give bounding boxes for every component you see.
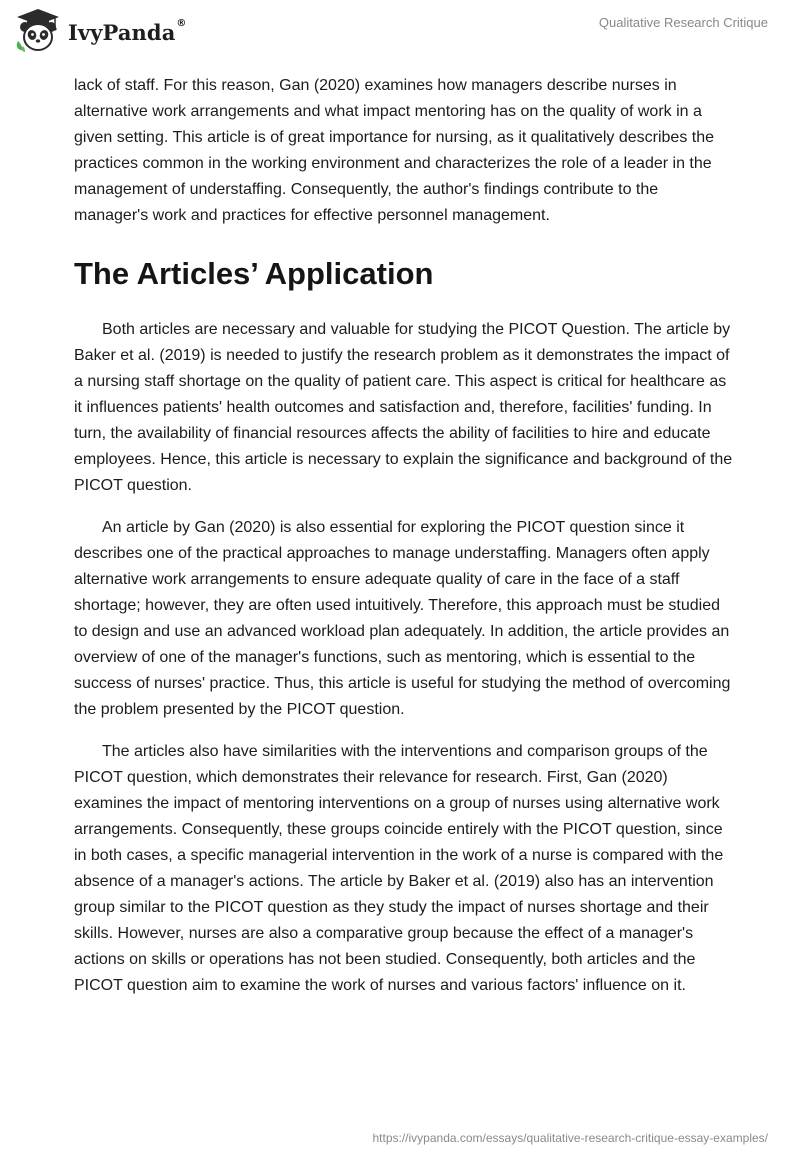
page-header — [0, 0, 800, 62]
intro-paragraph: lack of staff. For this reason, Gan (2020) examines how managers describe nurses in alternative work arrangements and what impact mentoring has on the quality of work in a given setting. This article is of great importance for nursing, as it qualitatively describes the practices common in the working environment and characterizes the role of a leader in the management of understaffing. Consequently, the author's findings contribute to the manager's work and practices for effective personnel management. — [74, 77, 715, 224]
body-paragraph: The articles also have similarities with the interventions and comparison groups of the PICOT question, which demonstrates their relevance for research. First, Gan (2020) examines the impact of mentoring interventions on a group of nurses using alternative work arrangements. Consequently, these groups coincide entirely with the PICOT question, since in both cases, a specific managerial intervention in the work of a nurse is compared with the absence of a manager's actions. The article by Baker et al. (2019) also has an intervention group similar to the PICOT question as they study the impact of nurses shortage and their skills. However, nurses are also a comparative group because the effect of a manager's actions on skills or operations has not been studied. Consequently, both articles and the PICOT question aim to examine the work of nurses and various factors' influence on it. — [74, 743, 724, 994]
registered-mark: ® — [176, 17, 187, 29]
source-url[interactable]: https://ivypanda.com/essays/qualitative-research-critique-essay-examples/ — [372, 1131, 768, 1145]
section-heading: The Articles’ Application — [74, 256, 434, 291]
brand-logo[interactable] — [14, 8, 187, 54]
document-title: Qualitative Research Critique — [598, 15, 768, 30]
essay-content — [74, 73, 734, 999]
panda-graduate-logo-icon — [14, 8, 62, 54]
body-paragraph: Both articles are necessary and valuable for studying the PICOT Question. The article by Baker et al. (2019) is needed to justify the research problem as it demonstrates the impact of a nursing staff shortage on the quality of patient care. This aspect is critical for healthcare as it influences patients' health outcomes and satisfaction and, therefore, facilities' funding. In turn, the availability of financial resources affects the ability of facilities to hire and educate employees. Hence, this article is necessary to explain the significance and background of the PICOT question. — [74, 321, 733, 494]
body-paragraph: An article by Gan (2020) is also essential for exploring the PICOT question since it describes one of the practical approaches to manage understaffing. Managers often apply alternative work arrangements to ensure adequate quality of care in the face of a staff shortage; however, they are often used intuitively. Therefore, this approach must be studied to design and use an advanced workload plan adequately. In addition, the article provides an overview of one of the manager's functions, such as mentoring, which is essential to the success of nurses' practice. Thus, this article is useful for studying the method of overcoming the problem presented by the PICOT question. — [74, 519, 731, 718]
brand-name: IvyPanda® — [68, 17, 187, 45]
